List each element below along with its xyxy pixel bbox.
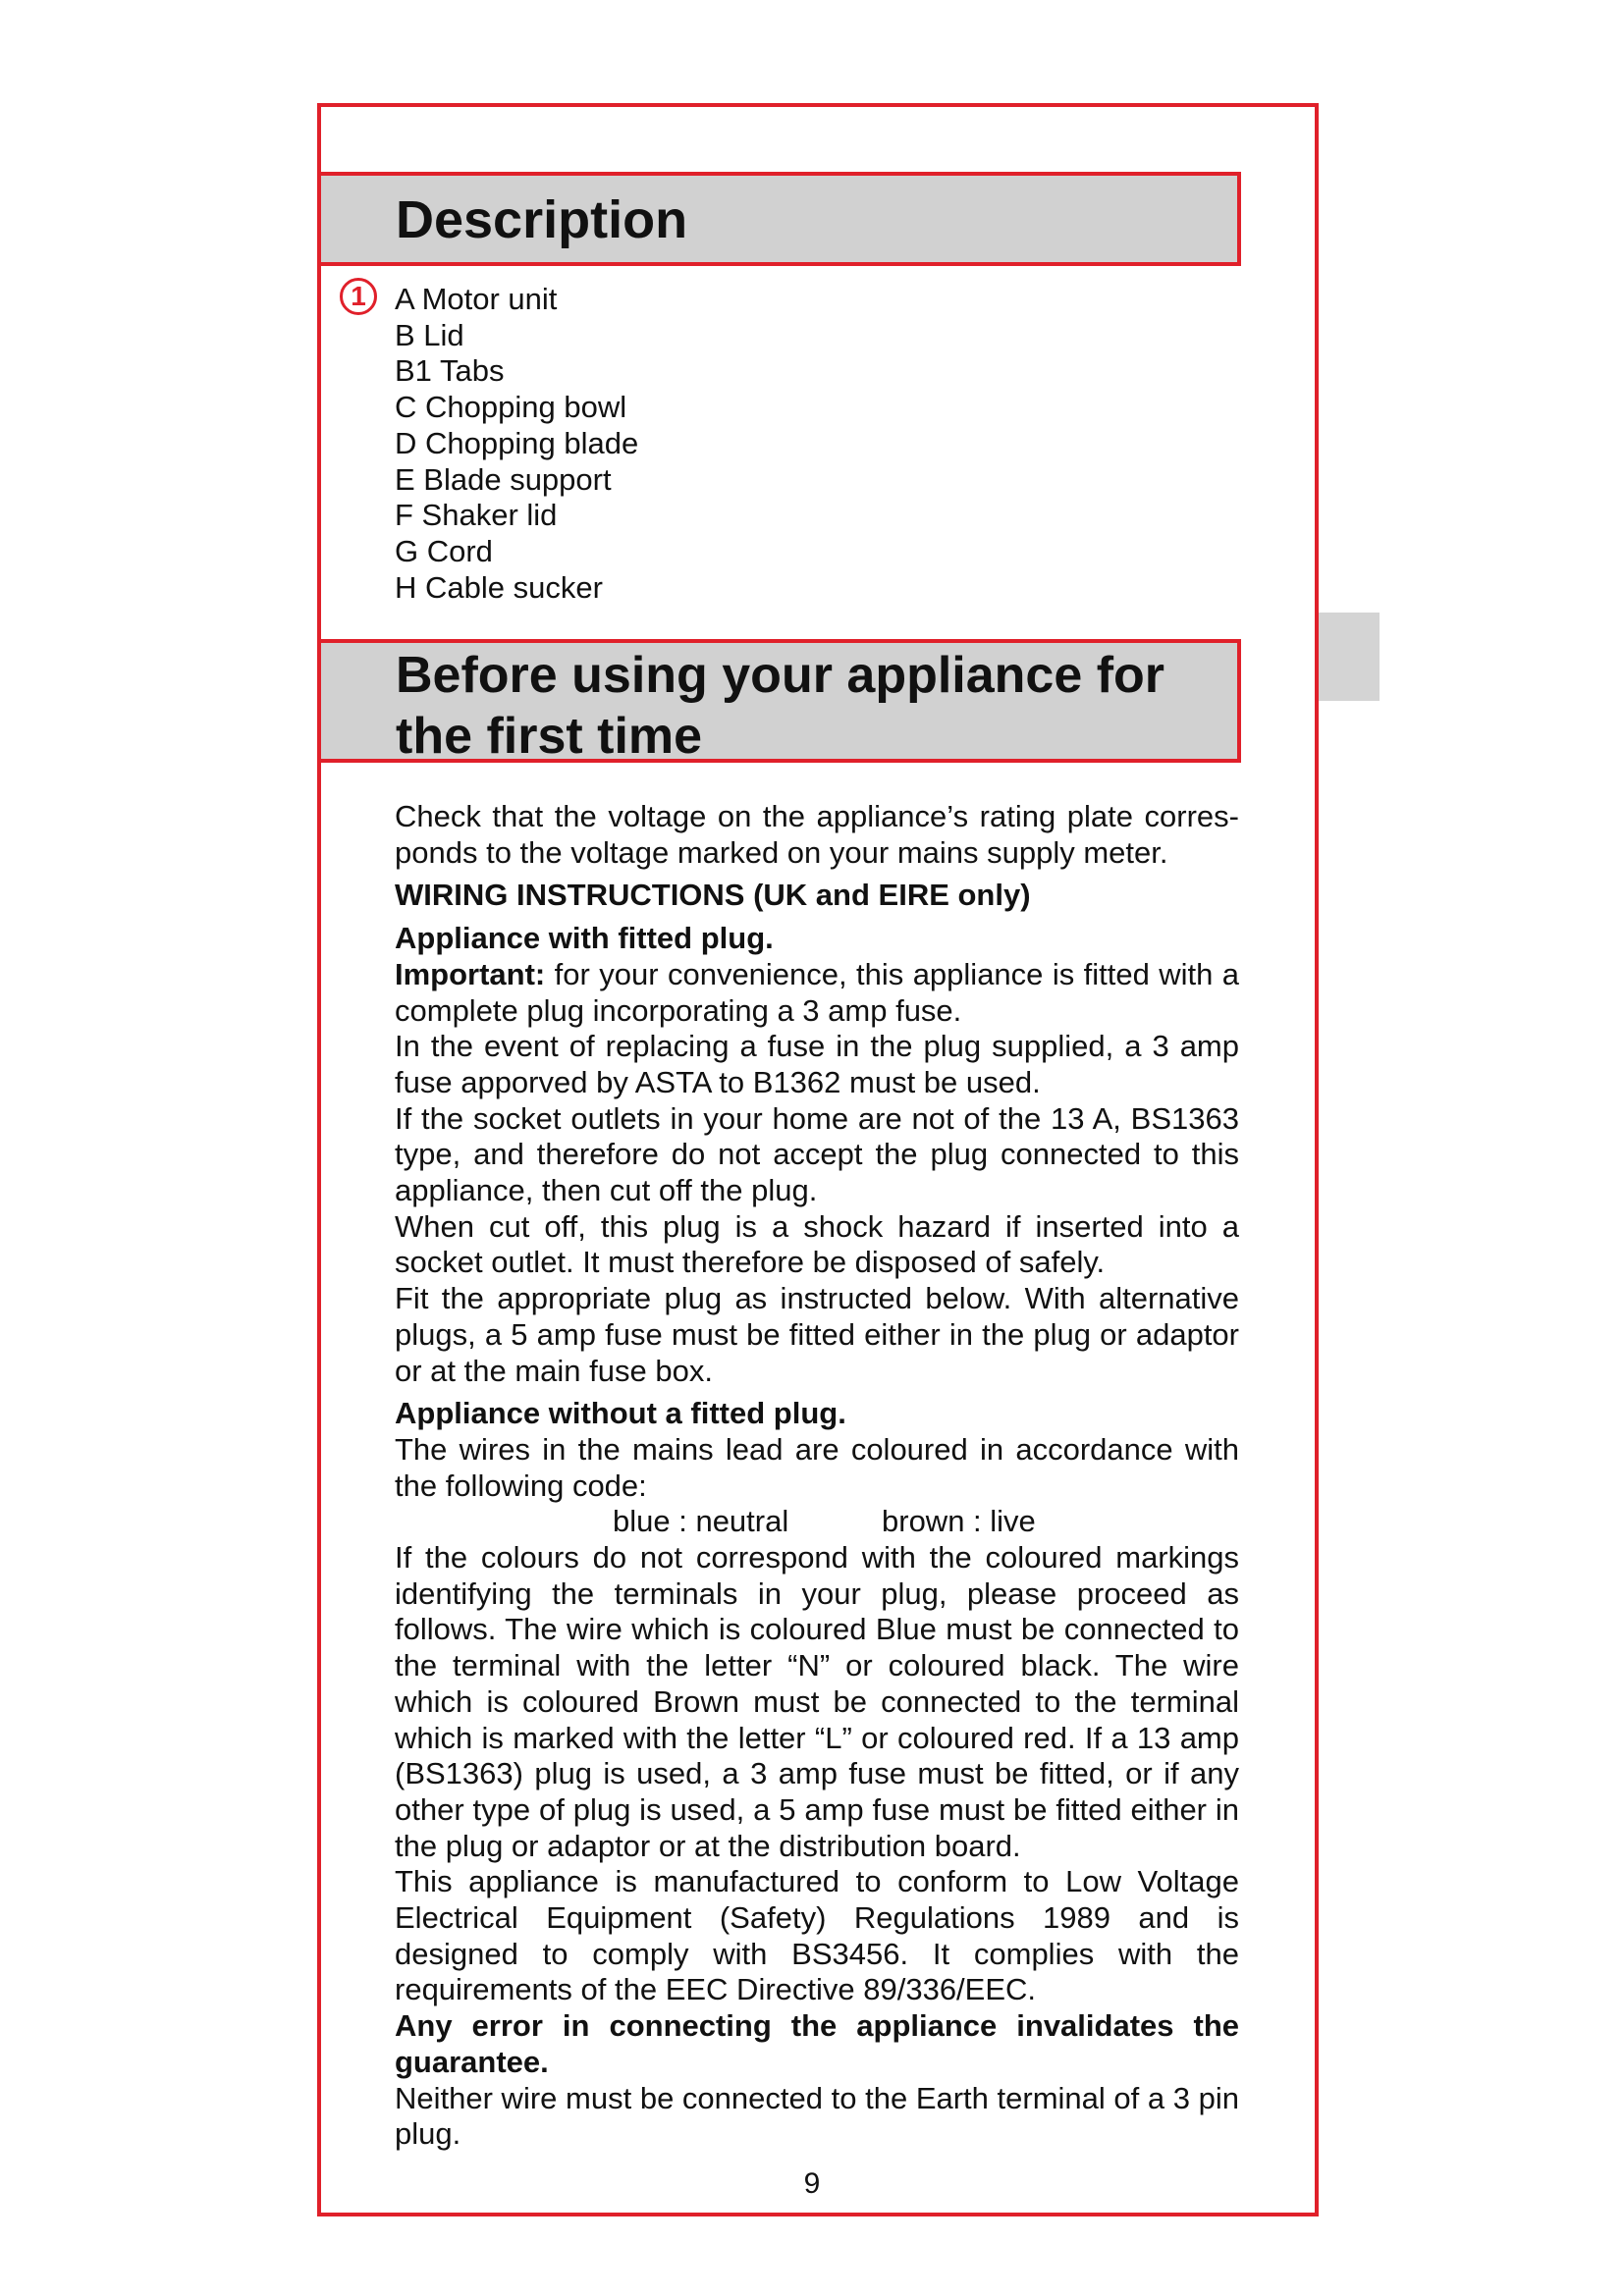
parts-list [395,282,638,606]
earth-terminal-paragraph: Neither wire must be connected to the Earth terminal of a 3 pin plug. [395,2080,1239,2152]
figure-number-badge: 1 [340,278,377,315]
fit-plug-paragraph: Fit the appropriate plug as instructed below. With alternative plugs, a 5 amp fuse must be fitted either in the plug or adaptor or at the main fuse box. [395,1281,1239,1388]
shock-hazard-paragraph: When cut off, this plug is a shock hazard if inserted into a socket outlet. It must therefore be disposed of safely. [395,1208,1239,1280]
colours-correspond-paragraph: If the colours do not correspond with the coloured markings identifying the terminals in your plug, please proceed as follows. The wire which is coloured Blue must be connected to the terminal with the letter “N” or coloured black. The wire which is coloured Brown must be connected to the terminal which is marked with the letter “L” or coloured red. If a 13 amp (BS1363) plug is used, a 3 amp fuse must be fitted, or if any other type of plug is used, a 5 amp fuse must be fitted either in the plug or adaptor or at the distribution board. [395,1540,1239,1863]
replace-fuse-paragraph: In the event of replacing a fuse in the plug supplied, a 3 amp fuse apporved by ASTA to B1362 must be used. [395,1029,1239,1099]
before-use-title: Before using your appliance for the first time [396,647,1165,765]
without-plug-heading: Appliance without a fitted plug. [395,1396,846,1431]
side-tab-marker [1319,613,1380,701]
list-item: B Lid [395,317,464,352]
wiring-instructions-heading: WIRING INSTRUCTIONS (UK and EIRE only) [395,878,1031,913]
list-item: A Motor unit [395,282,558,316]
before-use-header [317,639,1241,763]
important-paragraph [395,957,1239,1029]
code-blue-neutral: blue : neutral [613,1504,789,1539]
list-item: B1 Tabs [395,353,505,389]
page-number: 9 [803,2167,821,2200]
description-title: Description [396,190,688,249]
important-label: Important: [395,956,546,991]
wires-coloured-paragraph: The wires in the mains lead are coloured in accordance with the following code: [395,1431,1239,1503]
guarantee-warning: Any error in connecting the appliance invalidates the guarantee. [395,2008,1239,2079]
list-item: D Chopping blade [395,425,639,460]
list-item: F Shaker lid [395,498,558,533]
conformity-paragraph: This appliance is manufactured to conform to Low Voltage Electrical Equipment (Safety) Regulations 1989 and is designed to comply with BS3456. It complies with the requirements of the EEC Directive 89/336/EEC. [395,1864,1239,2007]
socket-outlets-paragraph: If the socket outlets in your home are not of the 13 A, BS1363 type, and therefore do not accept the plug connected to this appliance, then cut off the plug. [395,1100,1239,1208]
list-item: G Cord [395,533,493,568]
voltage-check-paragraph: Check that the voltage on the appliance’s rating plate corres-ponds to the voltage marked on your mains supply meter. [395,799,1239,870]
important-text: for your convenience, this appliance is fitted with a complete plug incorporating a 3 amp fuse. [395,956,1239,1028]
before-use-body [395,799,1239,2153]
description-header [317,172,1241,266]
code-brown-live: brown : live [882,1504,1036,1539]
list-item: H Cable sucker [395,569,603,605]
fitted-plug-heading: Appliance with fitted plug. [395,921,774,956]
list-item: C Chopping bowl [395,390,627,425]
list-item: E Blade support [395,461,612,497]
colour-code-line [395,1504,1239,1540]
